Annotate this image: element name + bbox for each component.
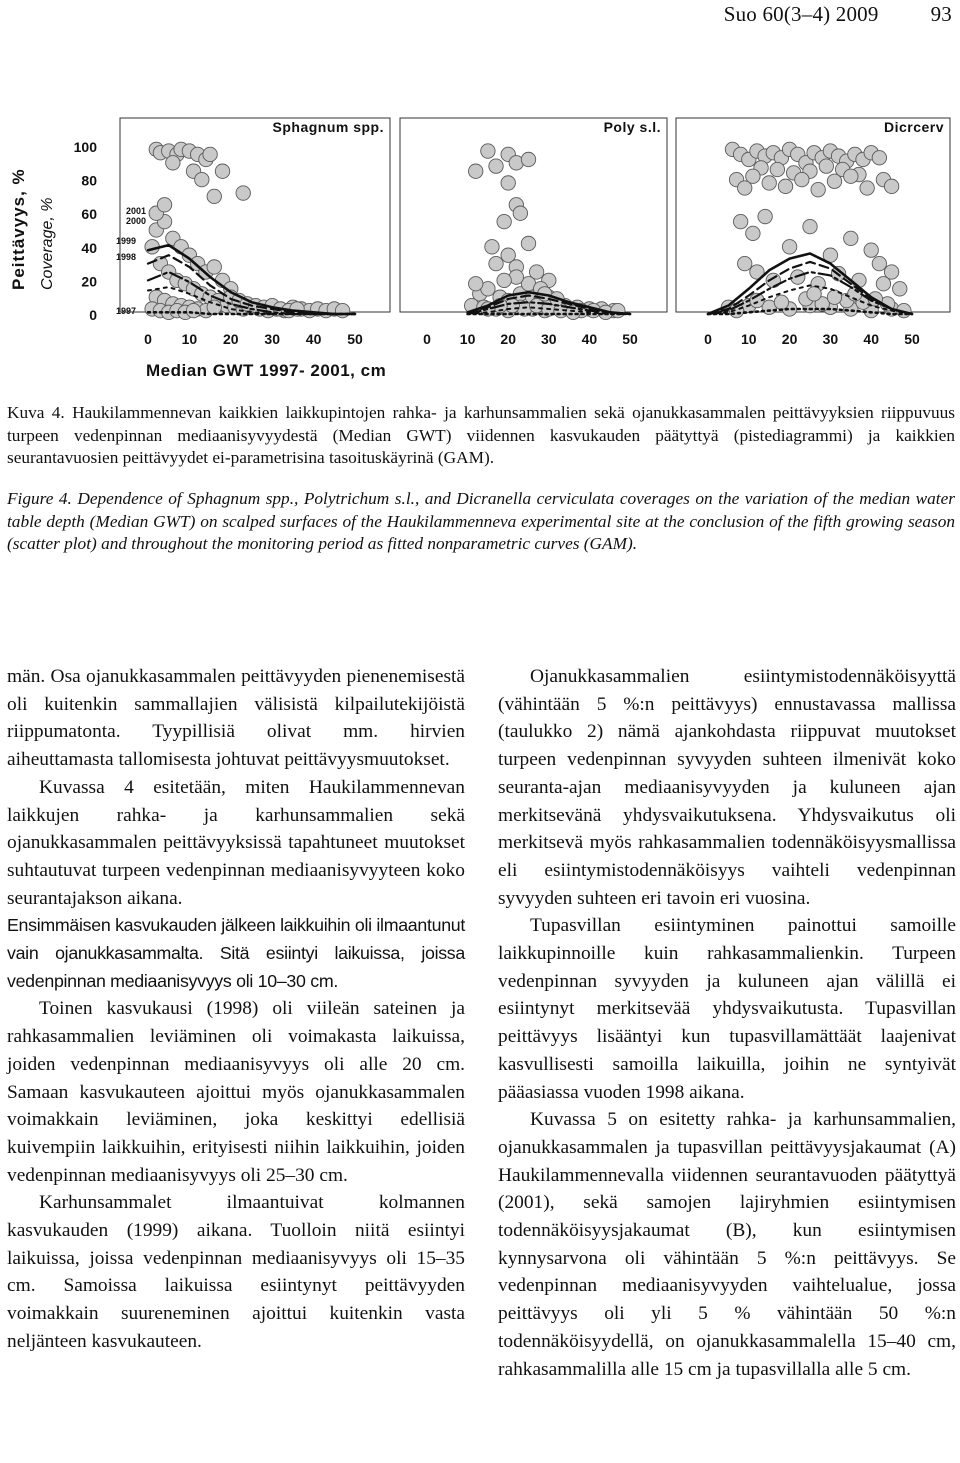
data-point	[469, 277, 483, 291]
data-point	[782, 240, 796, 254]
data-point	[811, 182, 825, 196]
paragraph: Karhunsammalet ilmaantuivat kolmannen kasvukauden (1999) aikana. Tuolloin niitä esiintyi laikuissa, joissa vedenpinnan mediaanisyvyys oli 15–35 cm. Samoissa laikuissa esiintynyt peittävyyden voimakkain suureneminen ajoittui kuitenkin vasta neljänteen kasvukauteen.	[7, 1192, 465, 1352]
data-point	[893, 282, 907, 296]
paragraph: Kuvassa 5 on esitetty rahka- ja karhunsammalien, ojanukkasammalen ja tupasvillan peittävyysjakaumat (A) Haukilammennevalla viidennen seurantavuoden päätyttyä (2001), sekä samojen lajiryhmien esiintymisen todennäköisyysjakaumat (B), kun esiintymisen kynnysarvona oli vähintään 5 %:n peittävyys. Se vedenpinnan mediaanisyvyyden vaihtelualue, jossa peittävyys oli yli 5 % vähintään 50 %:n todennäköisyydellä, on ojanukkasammalella 15–40 cm, rahkasammalilla alle 15 cm ja tupasvillalla alle 5 cm.	[498, 1109, 956, 1380]
y-tick-label: 0	[89, 307, 97, 323]
x-tick-label: 30	[822, 331, 839, 347]
figure-caption-finnish: Kuva 4. Haukilammennevan kaikkien laikkupintojen rahka- ja karhunsammalien sekä ojanukkasammalen peittävyyksien riippuvuus turpeen vedenpinnan mediaanisyvyydestä (Median GWT) viidennen kasvukauden päätyttyä (pistediagrammi) ja kaikkien seurantavuosien peittävyydet ei-parametrisina tasoituskäyrinä (GAM).	[7, 403, 955, 468]
y-tick-label: 80	[81, 172, 97, 189]
data-point	[513, 206, 527, 220]
data-point	[774, 295, 788, 309]
data-point	[860, 181, 874, 195]
paragraph: Kuvassa 4 esitetään, miten Haukilammennevan laikkujen rahka- ja karhunsammalien sekä ojanukkasammalen peittävyyksissä tapahtuneet muutokset suhtautuvat turpeen vedenpinnan mediaanisyvyyteen koko seurantajakson aikana.	[7, 776, 465, 909]
year-label: 2001	[126, 206, 147, 216]
data-point	[827, 174, 841, 188]
x-tick-label: 40	[305, 331, 322, 347]
x-tick-label: 20	[223, 331, 239, 347]
data-point	[795, 172, 809, 186]
paragraph: Ensimmäisen kasvukauden jälkeen laikkuihin oli ilmaantunut vain ojanukkasammalta. Sitä esiintyi laikuissa, joissa vedenpinnan mediaanisyvyys oli 10–30 cm.	[7, 915, 466, 991]
data-point	[236, 186, 250, 200]
data-point	[762, 176, 776, 190]
data-point	[489, 256, 503, 270]
data-point	[872, 151, 886, 165]
body-column-left	[7, 663, 465, 1356]
x-tick-label: 0	[144, 331, 152, 347]
x-tick-label: 50	[347, 331, 363, 347]
data-point	[746, 226, 760, 240]
data-point	[803, 219, 817, 233]
data-point	[469, 164, 483, 178]
data-point	[207, 189, 221, 203]
data-point	[819, 159, 833, 173]
year-label: 2000	[126, 216, 147, 226]
y-tick-label: 60	[81, 206, 97, 223]
x-tick-label: 0	[423, 331, 431, 347]
paragraph: Toinen kasvukausi (1998) oli viileän sateinen ja rahkasammalien leviäminen oli voimakasta laikuissa, joiden vedenpinnan mediaanisyvyys oli alle 20 cm. Samaan kasvukauteen ajoittui myös ojanukkasammalen voimakkain leviäminen, joka keskittyi edellisiä kuivempiin laikkuihin, erityisesti niihin laikkuihin, joiden vedenpinnan mediaanisyvyys oli 25–30 cm.	[7, 998, 465, 1186]
data-point	[207, 260, 221, 274]
paragraph: män. Osa ojanukkasammalen peittävyyden pienenemisestä oli kuitenkin sammallajien välisistä kilpailutekijöistä riippumatonta. Tyypillisiä olivat mm. hirvien aiheuttamasta tallomisesta johtuvat peittävyysmuutokset.	[7, 666, 465, 771]
data-point	[807, 287, 821, 301]
data-point	[778, 179, 792, 193]
data-point	[758, 209, 772, 223]
figure-caption-english: Figure 4. Dependence of Sphagnum spp., Polytrichum s.l., and Dicranella cerviculata coverages on the variation of the median water table depth (Median GWT) on scalped surfaces of the Haukilammenneva experimental site at the conclusion of the fifth growing season (scatter plot) and throughout the monitoring period as fitted nonparametric curves (GAM).	[7, 489, 955, 554]
y-axis-title-english: Coverage, %	[39, 197, 56, 290]
data-point	[738, 256, 752, 270]
data-point	[481, 144, 495, 158]
panel-title: Dicrcerv	[883, 119, 944, 135]
x-tick-label: 30	[264, 331, 280, 347]
year-label: 1998	[116, 252, 137, 262]
data-point	[157, 198, 171, 212]
data-point	[864, 243, 878, 257]
page-header	[672, 2, 952, 27]
x-tick-label: 30	[541, 331, 557, 347]
journal-reference: Suo 60(3–4) 2009	[723, 2, 879, 26]
panel-title: Sphagnum spp.	[272, 119, 384, 135]
x-tick-label: 40	[863, 331, 879, 347]
year-label: 1997	[116, 306, 137, 316]
data-point	[489, 159, 503, 173]
year-label: 1999	[116, 236, 137, 246]
data-point	[497, 214, 511, 228]
y-tick-label: 40	[81, 239, 97, 256]
data-point	[186, 303, 200, 317]
data-point	[497, 273, 511, 287]
data-point	[203, 147, 217, 161]
x-tick-label: 10	[741, 331, 757, 347]
y-tick-label: 100	[73, 139, 97, 155]
data-point	[335, 303, 349, 317]
data-point	[195, 172, 209, 186]
x-tick-label: 50	[904, 331, 920, 347]
panel-title: Poly s.l.	[603, 119, 661, 135]
data-point	[844, 231, 858, 245]
x-tick-label: 40	[581, 331, 598, 347]
coverage-figure	[0, 110, 960, 390]
data-point	[872, 256, 886, 270]
y-axis-title-finnish: Peittävyys, %	[9, 168, 28, 290]
x-tick-label: 10	[181, 331, 198, 347]
data-point	[611, 303, 625, 317]
x-tick-label: 10	[459, 331, 476, 347]
data-point	[884, 179, 898, 193]
x-tick-label: 50	[622, 331, 638, 347]
paragraph: Ojanukkasammalien esiintymistodennäköisyyttä (vähintään 5 %:n peittävyys) ennustavassa mallissa (taulukko 2) nämä ajankohdasta riippuvat muutokset turpeen vedenpinnan syvyyden suhteen ilmenivät koko seuranta-ajan mediaanisyvyyden ja kuluneen ajan merkitsevänä yhdysvaikutuksena. Yhdysvaikutus oli merkitsevä myös rahkasammalien todennäköisyysmallissa eli esiintymistodennäköisyys vaihteli vedenpinnan syvyyden suhteen eri tavoin eri vuosina.	[498, 666, 956, 909]
x-axis-title: Median GWT 1997- 2001, cm	[146, 361, 387, 380]
data-point	[166, 156, 180, 170]
page-number: 93	[930, 2, 952, 26]
x-tick-label: 20	[500, 331, 516, 347]
paragraph: Tupasvillan esiintyminen painottui samoille laikkupinnoille kuin rahkasammalienkin. Turpeen vedenpinnan syvyyden ja kuluneen ajan välillä ei esiintynyt merkitsevää yhdysvaikutusta. Tupasvillan peittävyys lisääntyi kun tupasvillamättäät laajenivat kasvullisesti samoilla laikuilla, joihin ne syntyivät pääasiassa vuoden 1998 aikana.	[498, 915, 956, 1103]
data-point	[844, 169, 858, 183]
x-tick-label: 20	[781, 331, 798, 347]
data-point	[215, 164, 229, 178]
data-point	[770, 162, 784, 176]
data-point	[485, 240, 499, 254]
data-point	[521, 236, 535, 250]
data-point	[733, 214, 747, 228]
data-point	[746, 169, 760, 183]
data-point	[521, 152, 535, 166]
x-tick-label: 0	[704, 331, 712, 347]
data-point	[876, 277, 890, 291]
y-tick-label: 20	[81, 273, 97, 290]
data-point	[501, 176, 515, 190]
body-column-right	[498, 663, 956, 1383]
